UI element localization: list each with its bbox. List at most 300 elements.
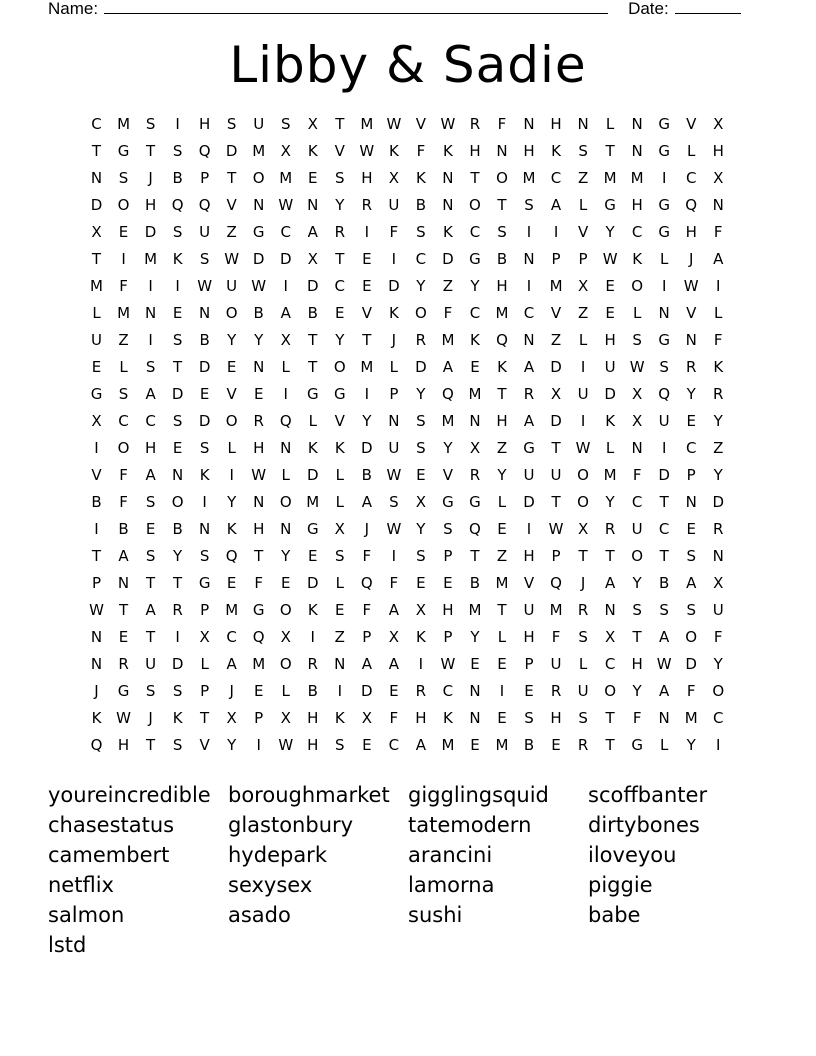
grid-letter: T xyxy=(145,736,156,754)
grid-letter: N xyxy=(442,196,454,214)
grid-letter: Y xyxy=(335,196,345,214)
grid-letter: S xyxy=(632,331,642,349)
grid-letter: W xyxy=(440,655,456,673)
grid-letter: E xyxy=(551,736,561,754)
grid-letter: E xyxy=(605,277,615,295)
grid-letter: R xyxy=(253,412,264,430)
grid-letter: O xyxy=(117,196,130,214)
grid-letter: C xyxy=(334,277,346,295)
grid-letter: A xyxy=(361,655,372,673)
grid-row xyxy=(83,246,732,273)
grid-letter: S xyxy=(199,547,210,565)
grid-letter: D xyxy=(279,250,292,268)
grid-letter: S xyxy=(389,493,399,511)
grid-letter: H xyxy=(496,412,508,430)
grid-letter: G xyxy=(117,142,130,160)
grid-letter: F xyxy=(551,628,561,646)
grid-letter: W xyxy=(683,277,699,295)
grid-letter: Z xyxy=(118,331,129,349)
grid-letter: M xyxy=(441,412,455,430)
grid-row xyxy=(83,462,732,489)
grid-letter: M xyxy=(279,169,293,187)
grid-letter: A xyxy=(361,493,372,511)
grid-letter: Y xyxy=(227,736,237,754)
grid-letter: E xyxy=(524,682,534,700)
grid-letter: H xyxy=(685,223,697,241)
grid-letter: X xyxy=(604,628,616,646)
grid-letter: K xyxy=(551,142,561,160)
grid-letter: T xyxy=(470,169,480,187)
grid-letter: L xyxy=(227,439,236,457)
grid-letter: C xyxy=(226,628,237,646)
grid-letter: S xyxy=(686,547,696,565)
grid-letter: Z xyxy=(577,304,589,322)
grid-letter: M xyxy=(603,169,617,187)
grid-letter: M xyxy=(117,115,131,133)
grid-letter: W xyxy=(224,250,240,268)
grid-letter: Q xyxy=(252,628,265,646)
grid-letter: E xyxy=(145,520,156,538)
grid-letter: A xyxy=(307,223,318,241)
grid-letter: C xyxy=(469,223,481,241)
grid-letter: N xyxy=(658,304,670,322)
grid-letter: H xyxy=(469,142,481,160)
grid-letter: F xyxy=(632,466,642,484)
grid-letter: O xyxy=(225,412,238,430)
grid-letter: G xyxy=(604,196,616,214)
grid-letter: I xyxy=(580,412,586,430)
grid-letter: I xyxy=(148,331,153,349)
grid-letter: K xyxy=(226,520,237,538)
grid-letter: F xyxy=(416,142,426,160)
grid-letter: C xyxy=(469,304,481,322)
grid-letter: P xyxy=(686,466,696,484)
word-list-item: asado xyxy=(228,903,291,927)
grid-letter: D xyxy=(144,223,157,241)
grid-letter: S xyxy=(659,601,669,619)
grid-letter: G xyxy=(333,385,346,403)
grid-letter: G xyxy=(658,115,670,133)
grid-letter: N xyxy=(523,115,535,133)
grid-letter: S xyxy=(199,439,210,457)
grid-letter: L xyxy=(335,466,344,484)
grid-letter: E xyxy=(362,736,372,754)
grid-letter: E xyxy=(362,277,372,295)
grid-row xyxy=(83,327,732,354)
grid-letter: Q xyxy=(279,412,292,430)
grid-letter: Q xyxy=(550,574,562,592)
grid-row xyxy=(83,273,732,300)
grid-letter: T xyxy=(605,736,615,754)
grid-letter: L xyxy=(308,412,317,430)
grid-letter: F xyxy=(713,331,723,349)
grid-letter: E xyxy=(497,520,507,538)
grid-letter: I xyxy=(553,223,559,241)
grid-letter: T xyxy=(335,115,345,133)
grid-letter: B xyxy=(91,493,102,511)
grid-letter: Z xyxy=(496,547,508,565)
grid-letter: H xyxy=(117,736,130,754)
grid-letter: H xyxy=(307,709,319,727)
grid-letter: E xyxy=(226,574,237,592)
grid-letter: M xyxy=(252,655,266,673)
grid-letter: I xyxy=(175,115,180,133)
grid-letter: O xyxy=(577,466,589,484)
grid-letter: V xyxy=(334,412,345,430)
grid-letter: V xyxy=(226,385,237,403)
grid-letter: D xyxy=(361,439,373,457)
grid-letter: M xyxy=(630,169,644,187)
grid-letter: G xyxy=(658,331,670,349)
grid-letter: Q xyxy=(442,385,454,403)
name-label: Name: xyxy=(48,0,99,18)
date-blank-line[interactable] xyxy=(675,0,741,14)
grid-letter: S xyxy=(632,601,642,619)
grid-letter: N xyxy=(144,304,157,322)
grid-letter: I xyxy=(661,169,667,187)
grid-letter: I xyxy=(580,358,586,376)
grid-letter: O xyxy=(171,493,184,511)
grid-letter: W xyxy=(656,655,672,673)
grid-letter: Q xyxy=(658,385,671,403)
grid-letter: S xyxy=(172,682,183,700)
grid-letter: O xyxy=(577,493,589,511)
grid-letter: L xyxy=(687,142,696,160)
grid-letter: N xyxy=(658,709,670,727)
grid-letter: S xyxy=(416,439,426,457)
grid-letter: A xyxy=(659,628,670,646)
grid-letter: C xyxy=(280,223,291,241)
grid-letter: M xyxy=(549,601,563,619)
word-list-item: youreincredible xyxy=(48,783,211,807)
grid-letter: P xyxy=(91,574,102,592)
grid-letter: E xyxy=(172,439,183,457)
grid-letter: N xyxy=(253,493,265,511)
grid-letter: J xyxy=(94,682,99,700)
grid-letter: I xyxy=(526,277,532,295)
grid-letter: I xyxy=(661,439,667,457)
grid-letter: Q xyxy=(360,574,373,592)
grid-letter: O xyxy=(604,682,617,700)
grid-letter: T xyxy=(254,547,264,565)
grid-letter: O xyxy=(631,547,644,565)
grid-letter: S xyxy=(118,385,129,403)
grid-letter: O xyxy=(279,601,292,619)
grid-letter: G xyxy=(631,736,643,754)
grid-letter: L xyxy=(281,682,290,700)
grid-letter: L xyxy=(605,115,615,133)
grid-letter: F xyxy=(254,574,264,592)
grid-letter: A xyxy=(686,574,697,592)
grid-letter: D xyxy=(550,358,562,376)
grid-letter: K xyxy=(388,304,399,322)
grid-letter: V xyxy=(442,466,454,484)
grid-letter: T xyxy=(362,331,372,349)
grid-letter: E xyxy=(497,709,507,727)
grid-row xyxy=(83,516,732,543)
grid-row xyxy=(83,570,732,597)
grid-letter: X xyxy=(307,115,318,133)
grid-row xyxy=(83,219,732,246)
grid-letter: C xyxy=(388,736,400,754)
grid-letter: D xyxy=(198,412,211,430)
grid-letter: B xyxy=(415,196,427,214)
grid-letter: Y xyxy=(686,736,696,754)
grid-letter: R xyxy=(469,115,481,133)
grid-letter: H xyxy=(523,628,535,646)
grid-letter: Y xyxy=(497,466,507,484)
grid-letter: A xyxy=(388,601,399,619)
grid-letter: U xyxy=(604,358,616,376)
grid-letter: F xyxy=(119,277,128,295)
grid-letter: H xyxy=(361,169,373,187)
grid-letter: S xyxy=(335,169,345,187)
grid-letter: S xyxy=(416,412,426,430)
grid-letter: X xyxy=(550,385,562,403)
grid-letter: U xyxy=(199,223,211,241)
grid-letter: Y xyxy=(605,493,615,511)
grid-letter: T xyxy=(145,142,156,160)
grid-letter: A xyxy=(226,655,237,673)
word-list-item: boroughmarket xyxy=(228,783,390,807)
grid-letter: T xyxy=(497,601,507,619)
grid-letter: L xyxy=(714,304,723,322)
grid-letter: A xyxy=(604,574,616,592)
grid-letter: P xyxy=(362,628,372,646)
grid-letter: E xyxy=(199,385,210,403)
grid-letter: S xyxy=(497,223,507,241)
grid-letter: F xyxy=(362,547,372,565)
grid-letter: K xyxy=(443,142,453,160)
grid-letter: H xyxy=(604,331,616,349)
word-list-item: lamorna xyxy=(408,873,495,897)
grid-letter: K xyxy=(443,223,453,241)
grid-letter: G xyxy=(198,574,211,592)
grid-letter: M xyxy=(495,304,509,322)
grid-letter: A xyxy=(280,304,291,322)
grid-letter: T xyxy=(173,574,183,592)
grid-letter: N xyxy=(523,250,535,268)
grid-letter: B xyxy=(172,169,183,187)
grid-letter: D xyxy=(415,358,427,376)
grid-letter: W xyxy=(278,736,294,754)
grid-letter: E xyxy=(470,655,480,673)
grid-letter: O xyxy=(712,682,725,700)
grid-letter: H xyxy=(631,655,643,673)
grid-letter: M xyxy=(360,115,374,133)
grid-row xyxy=(83,300,732,327)
grid-letter: H xyxy=(415,709,427,727)
grid-letter: P xyxy=(200,682,210,700)
grid-letter: N xyxy=(685,493,697,511)
word-list-item: camembert xyxy=(48,843,170,867)
grid-letter: V xyxy=(91,466,102,484)
grid-letter: L xyxy=(281,466,290,484)
grid-letter: F xyxy=(443,304,453,322)
word-list-item: sushi xyxy=(408,903,463,927)
grid-letter: U xyxy=(577,682,589,700)
grid-row xyxy=(83,678,732,705)
grid-letter: M xyxy=(468,385,482,403)
grid-letter: M xyxy=(495,736,509,754)
grid-letter: M xyxy=(468,601,482,619)
grid-letter: D xyxy=(685,655,697,673)
grid-letter: G xyxy=(658,223,670,241)
grid-letter: S xyxy=(659,358,669,376)
grid-letter: I xyxy=(716,736,721,754)
grid-letter: X xyxy=(577,520,589,538)
grid-letter: I xyxy=(283,385,288,403)
grid-letter: C xyxy=(685,169,697,187)
grid-letter: T xyxy=(605,547,615,565)
grid-letter: N xyxy=(171,466,184,484)
grid-letter: B xyxy=(361,466,372,484)
grid-letter: Z xyxy=(442,277,454,295)
grid-letter: Y xyxy=(632,574,642,592)
grid-letter: F xyxy=(119,493,128,511)
grid-letter: Z xyxy=(226,223,237,241)
grid-letter: H xyxy=(631,196,643,214)
grid-letter: X xyxy=(713,115,724,133)
grid-letter: R xyxy=(550,682,562,700)
grid-letter: U xyxy=(388,196,400,214)
grid-letter: E xyxy=(253,385,264,403)
grid-letter: T xyxy=(605,142,615,160)
grid-letter: S xyxy=(335,547,345,565)
grid-letter: R xyxy=(685,358,697,376)
grid-letter: M xyxy=(144,250,158,268)
grid-letter: K xyxy=(470,331,480,349)
grid-letter: G xyxy=(469,493,481,511)
grid-letter: N xyxy=(469,682,481,700)
grid-letter: C xyxy=(415,250,427,268)
grid-letter: U xyxy=(550,466,562,484)
grid-letter: Y xyxy=(443,439,453,457)
word-list-item: glastonbury xyxy=(228,813,354,837)
grid-letter: K xyxy=(713,358,724,376)
grid-letter: E xyxy=(118,223,129,241)
grid-letter: N xyxy=(253,358,265,376)
grid-letter: H xyxy=(496,277,508,295)
grid-letter: W xyxy=(278,196,294,214)
grid-letter: O xyxy=(225,304,238,322)
grid-letter: K xyxy=(415,628,426,646)
grid-letter: N xyxy=(631,115,643,133)
grid-letter: V xyxy=(523,574,535,592)
grid-letter: I xyxy=(526,520,532,538)
grid-letter: J xyxy=(148,709,153,727)
grid-letter: L xyxy=(335,493,344,511)
grid-letter: A xyxy=(550,196,562,214)
grid-letter: Y xyxy=(281,547,291,565)
grid-letter: Y xyxy=(416,385,426,403)
grid-letter: K xyxy=(172,250,183,268)
grid-letter: P xyxy=(443,547,453,565)
grid-letter: A xyxy=(145,601,156,619)
grid-letter: Y xyxy=(335,331,345,349)
grid-letter: B xyxy=(199,331,210,349)
grid-letter: L xyxy=(389,358,399,376)
grid-letter: I xyxy=(526,223,532,241)
grid-letter: A xyxy=(523,358,535,376)
grid-letter: X xyxy=(388,169,399,187)
grid-letter: Y xyxy=(470,277,480,295)
grid-letter: N xyxy=(199,304,211,322)
grid-letter: S xyxy=(118,169,129,187)
grid-letter: L xyxy=(119,358,128,376)
grid-letter: U xyxy=(550,655,562,673)
grid-row xyxy=(83,408,732,435)
grid-letter: O xyxy=(279,655,292,673)
grid-letter: C xyxy=(118,412,129,430)
grid-letter: J xyxy=(580,574,586,592)
grid-letter: S xyxy=(145,115,156,133)
grid-letter: L xyxy=(92,304,101,322)
grid-letter: X xyxy=(388,628,399,646)
grid-letter: K xyxy=(307,439,318,457)
grid-letter: T xyxy=(659,493,669,511)
grid-letter: B xyxy=(496,250,508,268)
grid-letter: R xyxy=(577,736,589,754)
grid-letter: X xyxy=(713,574,724,592)
grid-letter: M xyxy=(522,169,536,187)
grid-letter: Y xyxy=(470,628,480,646)
grid-letter: S xyxy=(226,115,237,133)
grid-letter: O xyxy=(685,628,698,646)
grid-letter: G xyxy=(306,385,319,403)
grid-letter: T xyxy=(173,358,183,376)
grid-letter: N xyxy=(712,547,724,565)
grid-letter: E xyxy=(280,574,291,592)
grid-letter: C xyxy=(604,655,616,673)
grid-letter: W xyxy=(602,250,618,268)
grid-letter: Q xyxy=(90,736,103,754)
grid-letter: Y xyxy=(173,547,183,565)
grid-letter: H xyxy=(144,196,157,214)
grid-letter: K xyxy=(334,439,345,457)
grid-letter: M xyxy=(225,601,239,619)
word-list-item: iloveyou xyxy=(588,843,677,867)
grid-row xyxy=(83,111,732,138)
word-list-item: salmon xyxy=(48,903,125,927)
grid-letter: I xyxy=(499,682,505,700)
grid-letter: G xyxy=(252,223,265,241)
grid-letter: A xyxy=(659,682,670,700)
grid-letter: W xyxy=(386,520,402,538)
grid-letter: U xyxy=(631,520,643,538)
grid-letter: N xyxy=(253,196,265,214)
grid-letter: E xyxy=(470,736,480,754)
grid-row xyxy=(83,192,732,219)
grid-letter: I xyxy=(364,223,370,241)
grid-letter: O xyxy=(117,439,130,457)
grid-letter: E xyxy=(605,304,615,322)
grid-letter: P xyxy=(578,250,588,268)
grid-letter: N xyxy=(280,439,292,457)
grid-letter: Q xyxy=(225,547,238,565)
grid-letter: I xyxy=(391,250,397,268)
grid-letter: M xyxy=(90,277,103,295)
grid-letter: E xyxy=(172,304,183,322)
grid-letter: N xyxy=(334,655,346,673)
grid-letter: R xyxy=(523,385,535,403)
grid-letter: S xyxy=(578,142,588,160)
name-blank-line[interactable] xyxy=(104,0,608,14)
grid-letter: G xyxy=(523,439,535,457)
grid-letter: X xyxy=(280,142,291,160)
grid-letter: X xyxy=(280,331,291,349)
grid-letter: Y xyxy=(605,223,615,241)
